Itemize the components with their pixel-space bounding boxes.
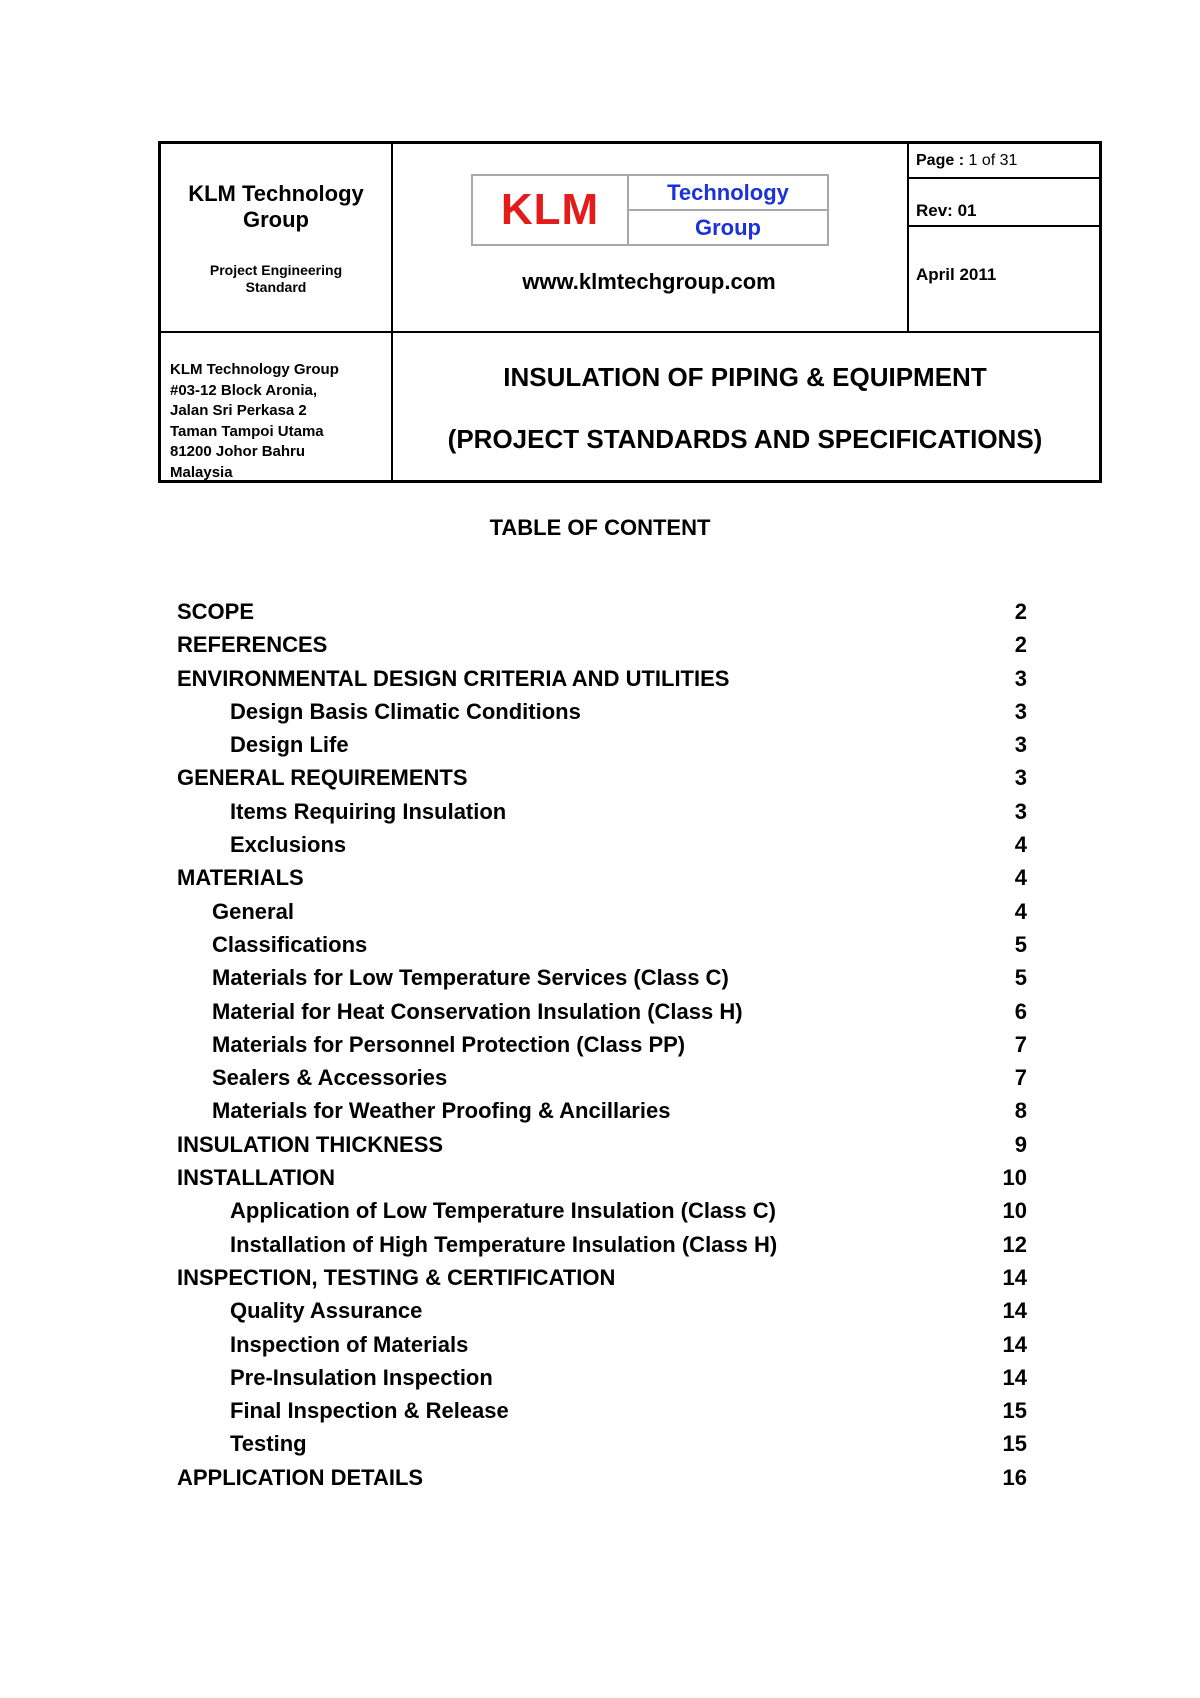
rev-value: 01 xyxy=(957,201,977,220)
toc-entry-title: INSULATION THICKNESS xyxy=(177,1131,444,1157)
toc-entry xyxy=(177,899,1027,932)
toc-entry-page: 15 xyxy=(1002,1431,1027,1457)
toc-entry-page: 14 xyxy=(1002,1298,1027,1324)
toc-entry-page: 3 xyxy=(1014,798,1027,824)
company-name-line2: Group xyxy=(243,207,309,232)
website-url: www.klmtechgroup.com xyxy=(522,269,776,294)
issue-date: April 2011 xyxy=(916,265,997,284)
toc-entry xyxy=(177,765,1027,798)
address-line: Malaysia xyxy=(170,463,233,481)
toc-entry xyxy=(177,1265,1027,1298)
toc-entry xyxy=(177,1198,1027,1231)
standard-type xyxy=(161,262,391,296)
toc-entry-page: 3 xyxy=(1014,698,1027,724)
logo-technology-text: Technology xyxy=(629,176,827,211)
toc-entry xyxy=(177,1065,1027,1098)
toc-entry-title: Application of Low Temperature Insulation (Class C) xyxy=(230,1198,776,1224)
company-name xyxy=(161,181,391,233)
toc-entry-title: Material for Heat Conservation Insulation (Class H) xyxy=(212,998,743,1024)
document-title: INSULATION OF PIPING & EQUIPMENT xyxy=(503,362,987,392)
toc-entry xyxy=(177,965,1027,998)
toc-entry-title: APPLICATION DETAILS xyxy=(177,1464,424,1490)
toc-entry xyxy=(177,699,1027,732)
toc-entry-title: Final Inspection & Release xyxy=(230,1398,509,1424)
header-divider xyxy=(161,331,1099,333)
toc-entry-page: 16 xyxy=(1002,1464,1027,1490)
toc-entry-page: 3 xyxy=(1014,765,1027,791)
toc-entry-page: 8 xyxy=(1014,1098,1027,1124)
toc-entry-title: Materials for Personnel Protection (Class PP) xyxy=(212,1031,686,1057)
toc-entry-title: Design Basis Climatic Conditions xyxy=(230,698,581,724)
toc-entry-page: 7 xyxy=(1014,1065,1027,1091)
company-name-line1: KLM Technology xyxy=(188,181,364,206)
toc-entry xyxy=(177,1298,1027,1331)
toc-entry xyxy=(177,1165,1027,1198)
header-divider xyxy=(907,177,1099,179)
page-value: 1 of 31 xyxy=(968,152,1018,169)
address-line: Jalan Sri Perkasa 2 xyxy=(170,402,307,419)
toc-heading: TABLE OF CONTENT xyxy=(489,515,711,540)
toc-entry-title: Exclusions xyxy=(230,832,347,858)
toc-entry xyxy=(177,1365,1027,1398)
toc-entry-title: ENVIRONMENTAL DESIGN CRITERIA AND UTILITIES xyxy=(177,665,730,691)
toc-entry-title: INSPECTION, TESTING & CERTIFICATION xyxy=(177,1264,616,1290)
toc-entry xyxy=(177,1332,1027,1365)
toc-entry-page: 9 xyxy=(1014,1131,1027,1157)
toc-entry-title: Materials for Weather Proofing & Ancillaries xyxy=(212,1098,671,1124)
toc-entry xyxy=(177,1132,1027,1165)
toc-entry xyxy=(177,832,1027,865)
toc-entry-page: 2 xyxy=(1014,632,1027,658)
toc-entry-page: 15 xyxy=(1002,1398,1027,1424)
address-line: KLM Technology Group xyxy=(170,361,339,378)
toc-entry-title: Pre-Insulation Inspection xyxy=(230,1364,493,1390)
toc-entry-page: 5 xyxy=(1014,931,1027,957)
toc-entry xyxy=(177,865,1027,898)
toc-entry-title: GENERAL REQUIREMENTS xyxy=(177,765,468,791)
toc-entry-title: SCOPE xyxy=(177,599,255,624)
address-line: Taman Tampoi Utama xyxy=(170,422,324,440)
toc-entry-title: REFERENCES xyxy=(177,632,328,658)
toc-entry xyxy=(177,666,1027,699)
toc-entry-title: Sealers & Accessories xyxy=(212,1065,448,1091)
toc-entry-page: 14 xyxy=(1002,1331,1027,1357)
toc-entry-page: 12 xyxy=(1002,1231,1027,1257)
toc-entry xyxy=(177,1032,1027,1065)
logo-group-text: Group xyxy=(695,214,761,240)
toc-entry xyxy=(177,932,1027,965)
toc-entry-page: 10 xyxy=(1002,1165,1027,1191)
toc-entry xyxy=(177,632,1027,665)
address-line: 81200 Johor Bahru xyxy=(170,443,306,460)
address-line: #03-12 Block Aronia, xyxy=(170,381,318,399)
toc-entry-title: Testing xyxy=(230,1431,307,1457)
table-of-contents xyxy=(177,599,1027,1498)
toc-entry-page: 14 xyxy=(1002,1364,1027,1390)
rev-label: Rev: xyxy=(916,201,953,220)
standard-type-line1: Project Engineering xyxy=(209,262,343,278)
toc-entry xyxy=(177,1398,1027,1431)
toc-entry-page: 3 xyxy=(1014,665,1027,691)
toc-entry xyxy=(177,1431,1027,1464)
toc-entry xyxy=(177,732,1027,765)
company-address xyxy=(170,360,390,483)
toc-entry-page: 4 xyxy=(1014,865,1027,891)
toc-entry-title: General xyxy=(212,898,294,924)
toc-entry xyxy=(177,599,1027,632)
document-header-table xyxy=(158,141,1102,483)
toc-entry-page: 6 xyxy=(1014,998,1027,1024)
toc-entry-title: MATERIALS xyxy=(177,865,304,891)
toc-entry-title: Installation of High Temperature Insulation (Class H) xyxy=(230,1231,778,1257)
toc-entry-page: 3 xyxy=(1014,732,1027,758)
toc-entry-title: Classifications xyxy=(212,931,368,957)
header-divider xyxy=(907,225,1099,227)
document-subtitle: (PROJECT STANDARDS AND SPECIFICATIONS) xyxy=(447,424,1043,454)
toc-entry-title: INSTALLATION xyxy=(177,1165,336,1191)
header-divider xyxy=(907,144,909,331)
toc-entry-page: 4 xyxy=(1014,832,1027,858)
klm-logo xyxy=(471,174,829,246)
page-number xyxy=(916,152,1017,170)
toc-entry xyxy=(177,1232,1027,1265)
toc-entry-page: 4 xyxy=(1014,898,1027,924)
logo-klm-text: KLM xyxy=(473,176,629,244)
toc-entry-page: 10 xyxy=(1002,1198,1027,1224)
toc-entry xyxy=(177,999,1027,1032)
toc-entry xyxy=(177,1465,1027,1498)
toc-entry xyxy=(177,799,1027,832)
toc-entry-title: Quality Assurance xyxy=(230,1298,423,1324)
toc-entry-title: Materials for Low Temperature Services (Class C) xyxy=(212,965,729,991)
toc-entry-title: Design Life xyxy=(230,732,349,758)
revision xyxy=(916,201,977,221)
toc-entry-page: 14 xyxy=(1002,1264,1027,1290)
page-label: Page : xyxy=(916,152,965,169)
toc-entry-title: Inspection of Materials xyxy=(230,1331,469,1357)
toc-entry-page: 7 xyxy=(1014,1031,1027,1057)
toc-entry-page: 5 xyxy=(1014,965,1027,991)
toc-entry-title: Items Requiring Insulation xyxy=(230,798,507,824)
toc-entry xyxy=(177,1098,1027,1131)
toc-entry-page: 2 xyxy=(1014,599,1027,624)
standard-type-line2: Standard xyxy=(245,279,307,295)
